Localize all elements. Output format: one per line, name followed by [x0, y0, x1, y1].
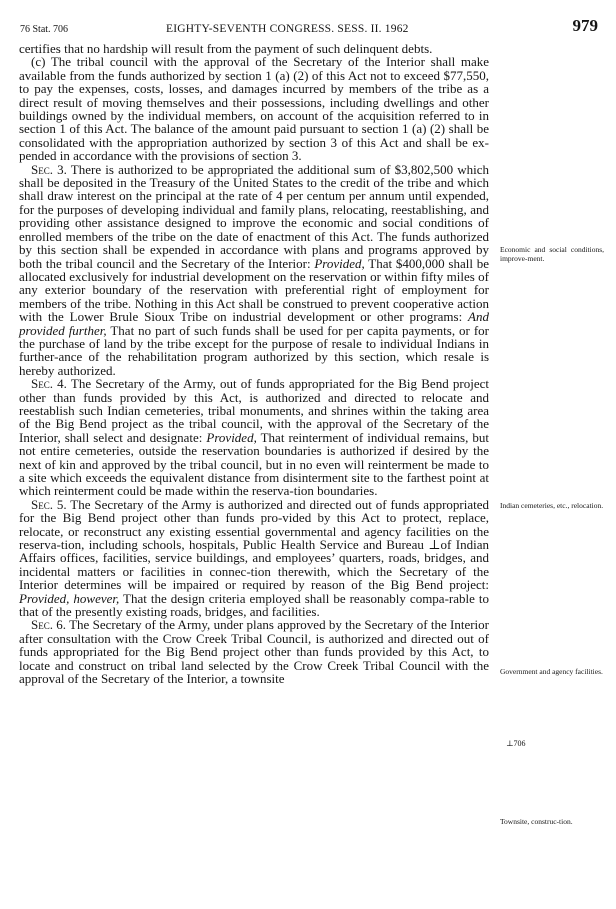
paragraph-section-3: Sec. 3. There is authorized to be appropriated the additional sum of $3,802,500 which shall be deposited in the Treasury of the United States to the credit of the tribe and which shall draw interest on the principal at the rate of 4 per centum per annum until expended, for the purposes of developing individual and family plans, relocating, reestablishing, and providing other assistance designed to improve the economic and social conditions of enrolled members of the tribe on the date of enactment of this Act. The funds authorized by this section shall be expended in accordance with plans and programs approved by both the tribal council and the Secretary of the Interior: Provided, That $400,000 shall be allocated exclusively for industrial development on the reservation or within fifty miles of any exterior boundary of the reservation with preferential right of employment for members of the tribe. Nothing in this Act shall be construed to prevent cooperative action with the Lower Brule Sioux Tribe on industrial development or other programs: And provided further, That no part of such funds shall be used for per capita payments, or for the purchase of land by the tribe except for the purpose of resale to individual Indians in further-ance of the rehabilitation program authorized by this section, which resale is hereby authorized. — [19, 161, 490, 378]
running-header — [14, 14, 600, 38]
section-label: Sec. 6. — [31, 617, 67, 633]
statute-citation: 76 Stat. 706 — [20, 24, 69, 35]
section-label: Sec. 4. — [31, 376, 67, 392]
congress-session-title: EIGHTY-SEVENTH CONGRESS. SESS. II. 1962 — [166, 23, 409, 35]
page-break-marker: ⊥706 — [506, 739, 526, 748]
section-label: Sec. 3. — [31, 161, 67, 177]
margin-note-cemeteries: Indian cemeteries, etc., relocation. — [500, 501, 604, 510]
paragraph-delinquent-debts: certifies that no hardship will result from the payment of such delinquent debts. — [19, 41, 433, 56]
margin-note-government: Government and agency facilities. — [500, 667, 603, 676]
margin-note-townsite: Townsite, construc-tion. — [500, 817, 573, 826]
section-label: Sec. 5. — [31, 496, 67, 512]
margin-note-economic: Economic and social conditions, improve-ment. — [500, 245, 604, 263]
paragraph-section-4: Sec. 4. The Secretary of the Army, out of funds appropriated for the Big Bend project other than funds provided by this Act, is authorized and directed to relocate and reestablish such Indian cemeteries, tribal monuments, and shrines within the taking area of the Big Bend project as the tribal council, with the approval of the Secretary of the Interior, shall select and designate: Provided, That reinterment of individual remains, but not entire cemeteries, outside the reservation boundaries is authorized if desired by the next of kin and approved by the tribal council, but in no even will reinterment be made to a site which exceeds the equivalent distance from disinterment site to the farthest point at which reinterment could be made within the reserva-tion boundaries. — [19, 376, 489, 499]
paragraph-section-6: Sec. 6. The Secretary of the Army, under plans approved by the Secretary of the Interior after consultation with the Crow Creek Tribal Council, is authorized and directed out of funds appropriated for the Big Bend project other than funds provided by this Act, to locate and construct on tribal land selected by the Crow Creek Tribal Council with the approval of the Secretary of the Interior, a townsite — [19, 617, 489, 687]
statute-body — [19, 42, 489, 686]
paragraph-subsection-c: (c) The tribal council with the approval of the Secretary of the Interior shall make available from the funds authorized by section 1 (a) (2) of this Act not to exceed $77,550, to pay the expenses, costs, losses, and damages incurred by members of the tribe as a direct result of moving themselves and their possessions, including dwellings and other buildings owned by the individual members, on account of the acquisition referred to in section 1 of this Act. The balance of the amount paid pursuant to section 1 (a) (2) shall be consolidated with the appropriation authorized by section 3 of this Act and shall be ex-pended in accordance with the provisions of section 3. — [19, 54, 489, 164]
page-number: 979 — [572, 16, 598, 35]
paragraph-section-5: Sec. 5. The Secretary of the Army is authorized and directed out of funds appropriated for the Big Bend project other than funds pro-vided by this Act to protect, replace, relocate, or reconstruct any existing essential governmental and agency facilities on the reserva-tion, including schools, hospitals, Public Health Service and Bureau ⊥of Indian Affairs offices, facilities, service buildings, and employees’ quarters, roads, bridges, and incidental matters or facilities in connec-tion therewith, which the Secretary of the Interior determines will be impaired or required by reason of the Big Bend project: Provided, however, That the design criteria employed shall be reasonably compa-rable to that of the presently existing roads, bridges, and facilities. — [19, 496, 489, 620]
